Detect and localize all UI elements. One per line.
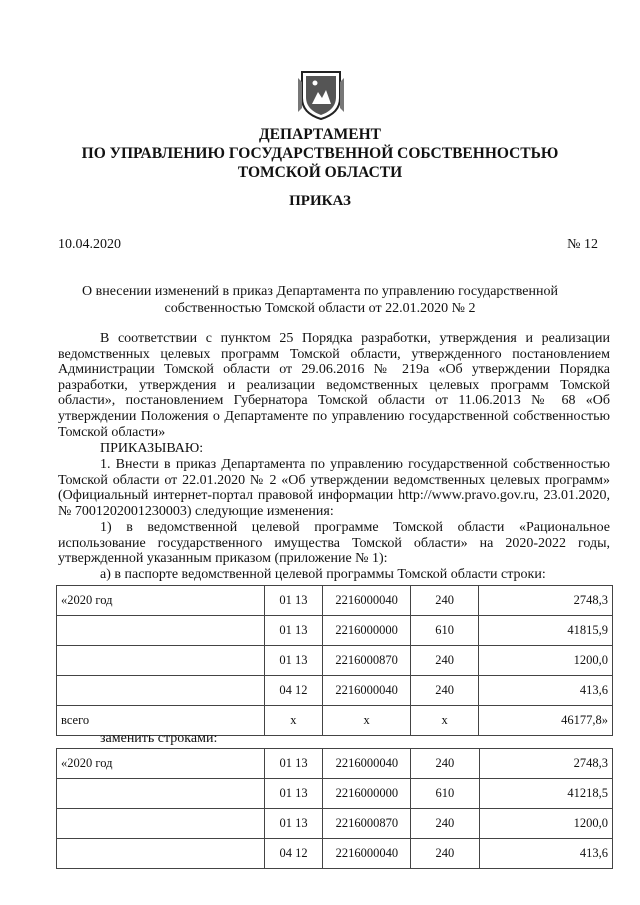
table-cell: 610 [411,779,479,809]
table-cell: 2216000000 [323,616,411,646]
table-cell: 2216000870 [323,809,411,839]
table-cell: 46177,8» [479,706,613,736]
table-cell: 2216000040 [323,676,411,706]
table-row [57,839,613,869]
table-cell: «2020 год [57,749,265,779]
table-cell: 01 13 [264,809,323,839]
table-row [57,809,613,839]
org-name-line1: ДЕПАРТАМЕНТ [258,126,382,143]
replacement-rows-table [56,748,613,869]
table-cell: 01 13 [264,646,322,676]
table-cell [57,809,265,839]
item-1-1-paragraph: 1) в ведомственной целевой программе Томской области «Рациональное использование государственного имущества Томской области» на 2020-2022 годы, утвержденной указанным приказом (приложение № 1): [58,520,610,567]
table-row [57,586,613,616]
document-subject [80,283,560,317]
table-cell: 2216000870 [323,646,411,676]
table-cell: 2216000040 [323,586,411,616]
table-cell [57,839,265,869]
table-cell: 1200,0 [479,809,612,839]
table-cell [57,616,265,646]
table-row [57,779,613,809]
table-cell: 413,6 [479,676,613,706]
subject-line2: собственностью Томской области от 22.01.2020 № 2 [164,301,476,316]
org-name-line3: ТОМСКОЙ ОБЛАСТИ [237,164,403,181]
prikazyvayu-label: ПРИКАЗЫВАЮ: [100,441,204,456]
table-cell: 41218,5 [479,779,612,809]
table-cell: всего [57,706,265,736]
table-cell: 610 [411,616,479,646]
table-row [57,749,613,779]
table-cell: 41815,9 [479,616,613,646]
table-cell: х [264,706,322,736]
table-cell: 04 12 [264,839,323,869]
table-row [57,646,613,676]
table-cell [57,646,265,676]
table-cell: х [411,706,479,736]
replace-label: заменить строками: [100,731,218,746]
table-cell [57,676,265,706]
table-cell: 240 [411,676,479,706]
table-cell: 413,6 [479,839,612,869]
item-a-paragraph: а) в паспорте ведомственной целевой программы Томской области строки: [100,567,546,582]
document-type: ПРИКАЗ [289,193,351,209]
table-cell: х [323,706,411,736]
table-cell: 01 13 [264,749,323,779]
table-cell: 240 [411,646,479,676]
table-cell: 240 [411,749,479,779]
original-rows-table [56,585,613,736]
table-cell: 04 12 [264,676,322,706]
coat-of-arms-icon [298,68,344,120]
table-cell: 240 [411,839,479,869]
table-cell: 2748,3 [479,586,613,616]
subject-line1: О внесении изменений в приказ Департамента по управлению государственной [82,284,558,299]
table-cell [57,779,265,809]
org-name-line2: ПО УПРАВЛЕНИЮ ГОСУДАРСТВЕННОЙ СОБСТВЕННОСТЬЮ [81,145,559,162]
table-cell: 1200,0 [479,646,613,676]
table-cell: 240 [411,809,479,839]
table-cell: 01 13 [264,586,322,616]
table-cell: 01 13 [264,616,322,646]
table-cell: «2020 год [57,586,265,616]
table-row [57,676,613,706]
table-cell: 2216000040 [323,839,411,869]
item-1-paragraph: 1. Внести в приказ Департамента по управлению государственной собственностью Томской области от 22.01.2020 № 2 «Об утверждении ведомственных целевых программ» (Официальный интернет-портал правовой информации http://www.pravo.gov.ru, 23.01.2020, № 7001202001230003) следующие изменения: [58,457,610,519]
document-number: № 12 [567,237,598,252]
table-cell: 2748,3 [479,749,612,779]
table-row [57,616,613,646]
document-date: 10.04.2020 [58,237,121,252]
table-cell: 240 [411,586,479,616]
table-cell: 2216000040 [323,749,411,779]
preamble-paragraph: В соответствии с пунктом 25 Порядка разработки, утверждения и реализации ведомственных целевых программ Томской области, утвержденного постановлением Администрации Томской области от 29.06.2016 № 219а «Об утверждении Порядка разработки, утверждения и реализации ведомственных целевых программ Томской области», постановлением Губернатора Томской области от 11.06.2013 № 68 «Об утверждении Положения о Департаменте по управлению государственной собственностью Томской области» [58,331,610,440]
table-cell: 01 13 [264,779,323,809]
table-cell: 2216000000 [323,779,411,809]
